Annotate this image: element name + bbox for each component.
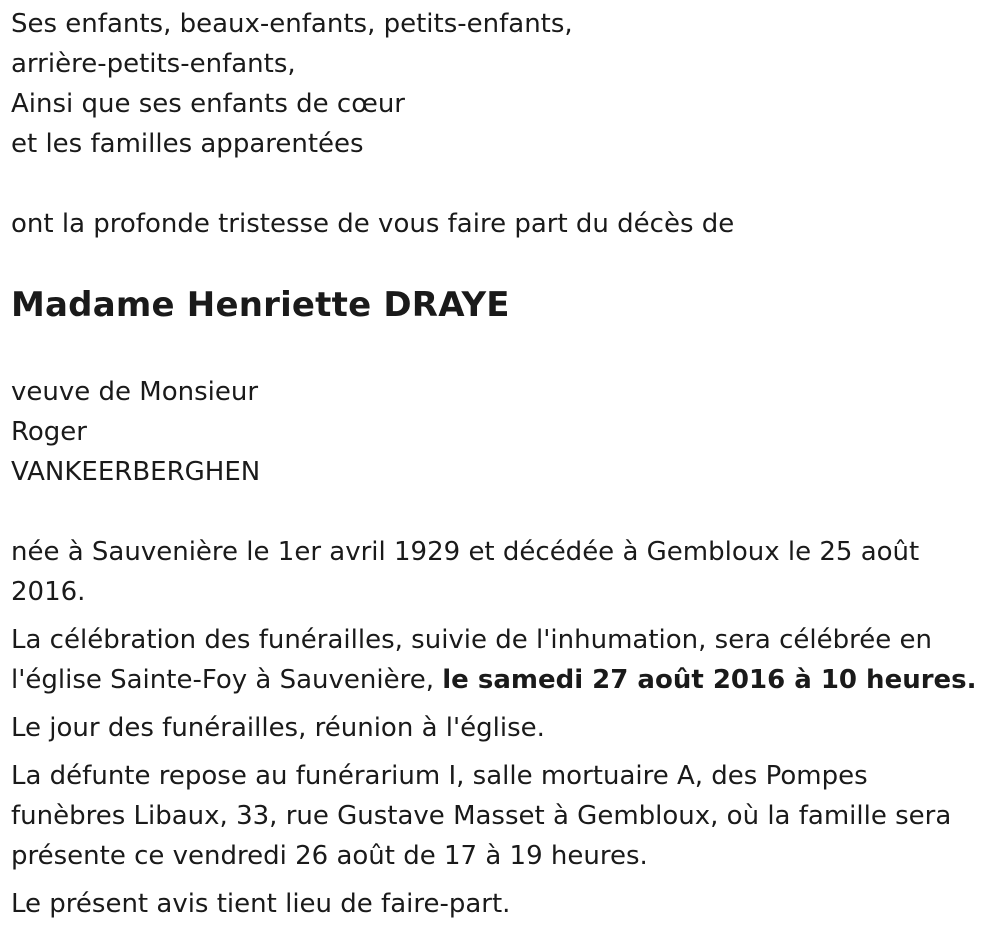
ceremony-date: le samedi 27 août 2016 à 10 heures. xyxy=(442,665,977,695)
notice-paragraph xyxy=(11,884,981,924)
intro-line: Ainsi que ses enfants de cœur xyxy=(11,89,405,119)
rest-line: La défunte repose au funérarium I, salle mortuaire A, des Pompes xyxy=(11,761,868,791)
ceremony-line: La célébration des funérailles, suivie de l'inhumation, sera célébrée en xyxy=(11,625,932,655)
intro-line: et les familles apparentées xyxy=(11,129,364,159)
ceremony-paragraph xyxy=(11,620,981,700)
rest-line: funèbres Libaux, 33, rue Gustave Masset à Gembloux, où la famille sera xyxy=(11,801,952,831)
birth-death-line: 2016. xyxy=(11,577,86,607)
reunion-paragraph xyxy=(11,708,981,748)
birth-death-line: née à Sauvenière le 1er avril 1929 et décédée à Gembloux le 25 août xyxy=(11,537,920,567)
widow-line: VANKEERBERGHEN xyxy=(11,457,261,487)
intro-line: arrière-petits-enfants, xyxy=(11,49,296,79)
announcement-text xyxy=(11,204,981,244)
rest-line: présente ce vendredi 26 août de 17 à 19 heures. xyxy=(11,841,648,871)
notice-line: Le présent avis tient lieu de faire-part. xyxy=(11,889,511,919)
birth-death-paragraph xyxy=(11,532,981,612)
funeral-home-paragraph xyxy=(11,756,981,876)
widow-line: veuve de Monsieur xyxy=(11,377,259,407)
reunion-line: Le jour des funérailles, réunion à l'église. xyxy=(11,713,545,743)
obituary-notice xyxy=(11,4,981,924)
ceremony-line-2 xyxy=(11,660,981,700)
ceremony-location: l'église Sainte-Foy à Sauvenière, xyxy=(11,665,434,695)
announcement-line: ont la profonde tristesse de vous faire part du décès de xyxy=(11,209,735,239)
deceased-name: Madame Henriette DRAYE xyxy=(11,285,510,325)
family-intro xyxy=(11,4,981,164)
widow-line: Roger xyxy=(11,417,87,447)
intro-line: Ses enfants, beaux-enfants, petits-enfants, xyxy=(11,9,573,39)
widow-of xyxy=(11,372,981,492)
